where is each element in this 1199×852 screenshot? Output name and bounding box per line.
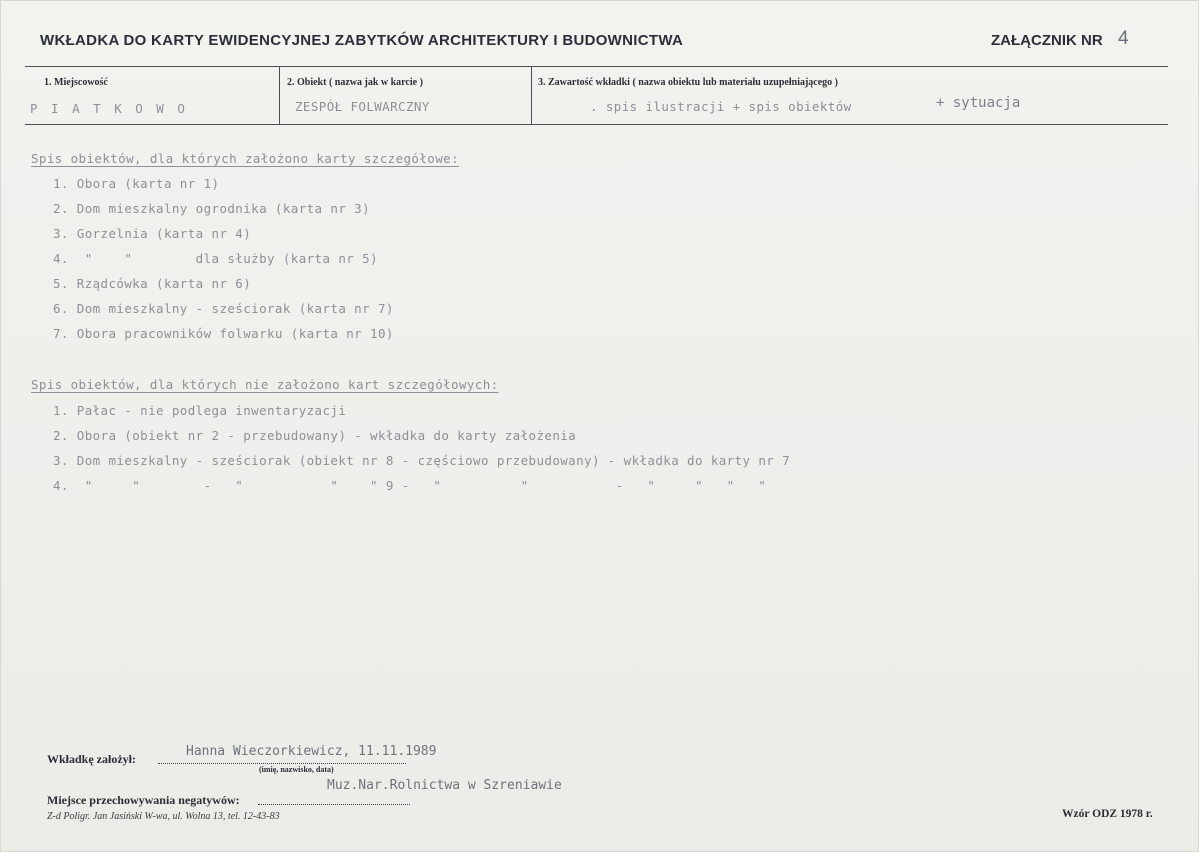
field-2-label: 2. Obiekt ( nazwa jak w karcie ) [287, 77, 423, 88]
storage-dotted-line [258, 804, 410, 805]
form-model: Wzór ODZ 1978 r. [1062, 808, 1153, 820]
list2-item: 2. Obora (obiekt nr 2 - przebudowany) - wkładka do karty założenia [53, 428, 577, 443]
field-1-value: P I A T K O W O [30, 101, 188, 116]
list2-heading: Spis obiektów, dla których nie założono kart szczegółowych: [31, 377, 499, 392]
field-3-value-handwritten: + sytuacja [936, 95, 1021, 111]
list2-item: 1. Pałac - nie podlega inwentaryzacji [53, 403, 347, 418]
storage-value: Muz.Nar.Rolnictwa w Szreniawie [327, 778, 562, 793]
storage-label: Miejsce przechowywania negatywów: [47, 793, 240, 807]
founder-caption: (imię, nazwisko, data) [259, 765, 334, 774]
founder-value: Hanna Wieczorkiewicz, 11.11.1989 [186, 744, 437, 759]
printer-imprint: Z-d Poligr. Jan Jasiński W-wa, ul. Wolna 13, tel. 12-43-83 [47, 811, 280, 822]
list1-item: 2. Dom mieszkalny ogrodnika (karta nr 3) [53, 201, 371, 216]
field-3-value: . spis ilustracji + spis obiektów [590, 99, 852, 114]
list1-item: 7. Obora pracowników folwarku (karta nr 10) [53, 326, 394, 341]
list1-heading: Spis obiektów, dla których założono karty szczegółowe: [31, 151, 459, 166]
list1-item: 1. Obora (karta nr 1) [53, 176, 220, 191]
header-rule-top [25, 66, 1168, 67]
field-3-label: 3. Zawartość wkładki ( nazwa obiektu lub materiału uzupełniającego ) [538, 77, 839, 88]
field-divider-2 [531, 66, 532, 124]
founder-label: Wkładkę założył: [47, 752, 136, 766]
field-1-label: 1. Miejscowość [44, 77, 108, 88]
list1-item: 6. Dom mieszkalny - sześciorak (karta nr 7) [53, 301, 394, 316]
list1-item: 4. " " dla służby (karta nr 5) [53, 251, 378, 266]
field-2-value: ZESPÓŁ FOLWARCZNY [295, 99, 430, 114]
header-rule-bottom [25, 124, 1168, 125]
form-title: WKŁADKA DO KARTY EWIDENCYJNEJ ZABYTKÓW ARCHITEKTURY I BUDOWNICTWA [40, 32, 684, 49]
list1-item: 5. Rządcówka (karta nr 6) [53, 276, 252, 291]
list2-item: 4. " " - " " " 9 - " " - " " " " [53, 478, 767, 493]
list1-item: 3. Gorzelnia (karta nr 4) [53, 226, 252, 241]
annex-label: ZAŁĄCZNIK NR [991, 32, 1103, 49]
annex-number: 4 [1118, 28, 1129, 49]
field-divider-1 [279, 66, 280, 124]
founder-dotted-line [158, 763, 406, 764]
list2-item: 3. Dom mieszkalny - sześciorak (obiekt nr 8 - częściowo przebudowany) - wkładka do karty nr 7 [53, 453, 791, 468]
